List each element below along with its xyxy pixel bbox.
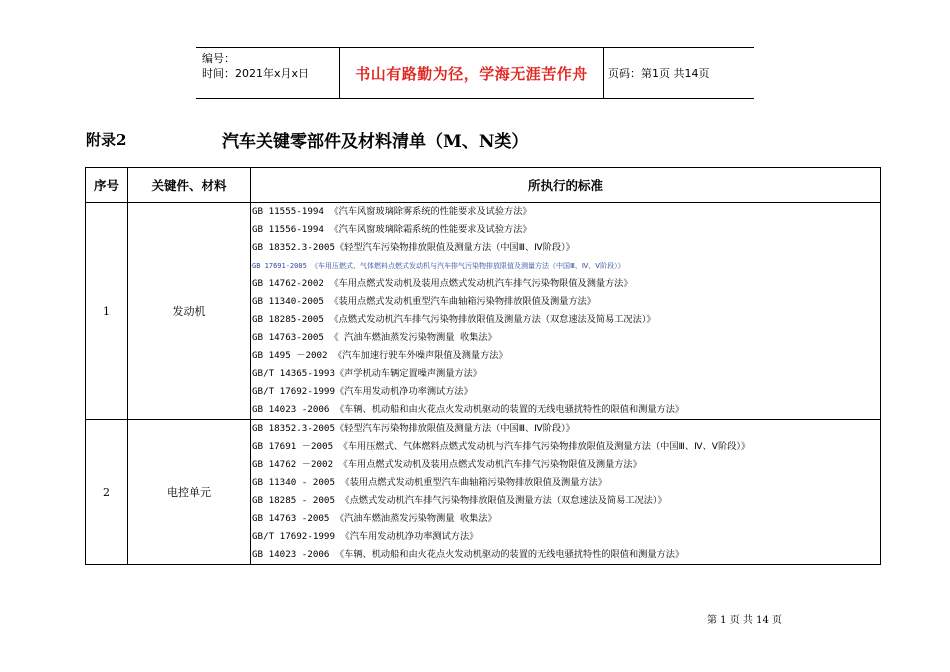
appendix-label: 附录2 — [86, 131, 127, 149]
standard-item: GB 14763-2005 《 汽油车燃油蒸发污染物测量 收集法》 — [252, 332, 497, 343]
standard-item: GB 14762 －2002 《车用点燃式发动机及装用点燃式发动机汽车排气污染物限值及测量方法》 — [252, 459, 642, 470]
standard-item: GB 14023 -2006 《车辆、机动船和由火花点火发动机驱动的装置的无线电骚扰特性的限值和测量方法》 — [252, 549, 685, 560]
column-header-number: 序号 — [86, 168, 128, 203]
standard-item: GB 17691 －2005 《车用压燃式、气体燃料点燃式发动机与汽车排气污染物排放限值及测量方法（中国Ⅲ、Ⅳ、Ⅴ阶段）》 — [252, 441, 751, 452]
parts-standards-table — [85, 167, 881, 565]
standard-item: GB 17691-2005 《车用压燃式、气体燃料点燃式发动机与汽车排气污染物排放限值及测量方法（中国Ⅲ、Ⅳ、Ⅴ阶段）》 — [252, 262, 625, 270]
standard-item: GB/T 17692-1999 《汽车用发动机净功率测试方法》 — [252, 531, 479, 542]
standard-item: GB 18285 - 2005 《点燃式发动机汽车排气污染物排放限值及测量方法（双怠速法及简易工况法）》 — [252, 495, 667, 506]
standard-item: GB 18352.3-2005《轻型汽车污染物排放限值及测量方法（中国Ⅲ、Ⅳ阶段）》 — [252, 423, 575, 434]
row-part-name: 电控单元 — [128, 420, 251, 565]
row-standards — [251, 203, 881, 420]
standard-item: GB 11555-1994 《汽车风窗玻璃除雾系统的性能要求及试验方法》 — [252, 206, 532, 217]
standard-item: GB 14763 -2005 《汽油车燃油蒸发污染物测量 收集法》 — [252, 513, 497, 524]
row-number: 1 — [86, 203, 128, 420]
table-row — [86, 203, 881, 420]
standard-item: GB 11340-2005 《装用点燃式发动机重型汽车曲轴箱污染物排放限值及测量方法》 — [252, 296, 596, 307]
column-header-standards: 所执行的标准 — [251, 168, 881, 203]
document-number-label: 编号： — [202, 52, 235, 65]
standard-item: GB 11556-1994 《汽车风窗玻璃除霜系统的性能要求及试验方法》 — [252, 224, 532, 235]
document-title: 汽车关键零部件及材料清单（M、N类） — [222, 132, 529, 152]
row-number: 2 — [86, 420, 128, 565]
standard-item: GB/T 14365-1993《声学机动车辆定置噪声测量方法》 — [252, 368, 482, 379]
standard-item: GB 14023 -2006 《车辆、机动船和由火花点火发动机驱动的装置的无线电骚扰特性的限值和测量方法》 — [252, 404, 685, 415]
column-header-part: 关键件、材料 — [128, 168, 251, 203]
table-header-row — [86, 168, 881, 203]
page-header — [196, 47, 754, 99]
page-footer: 第 1 页 共 14 页 — [707, 615, 782, 626]
standard-item: GB 18352.3-2005《轻型汽车污染物排放限值及测量方法（中国Ⅲ、Ⅳ阶段）》 — [252, 242, 575, 253]
header-page-label: 页码：第1页 共14页 — [608, 67, 710, 80]
standard-item: GB 1495 －2002 《汽车加速行驶车外噪声限值及测量方法》 — [252, 350, 508, 361]
header-meta — [196, 48, 339, 98]
table-row — [86, 420, 881, 565]
standard-item: GB/T 17692-1999《汽车用发动机净功率测试方法》 — [252, 386, 473, 397]
standard-item: GB 18285-2005 《点燃式发动机汽车排气污染物排放限值及测量方法（双怠速法及简易工况法）》 — [252, 314, 656, 325]
header-motto: 书山有路勤为径，学海无涯苦作舟 — [339, 48, 604, 98]
row-standards — [251, 420, 881, 565]
standard-item: GB 11340 - 2005 《装用点燃式发动机重型汽车曲轴箱污染物排放限值及测量方法》 — [252, 477, 607, 488]
row-part-name: 发动机 — [128, 203, 251, 420]
document-time-label: 时间：2021年x月x日 — [202, 67, 310, 80]
standard-item: GB 14762-2002 《车用点燃式发动机及装用点燃式发动机汽车排气污染物限值及测量方法》 — [252, 278, 633, 289]
